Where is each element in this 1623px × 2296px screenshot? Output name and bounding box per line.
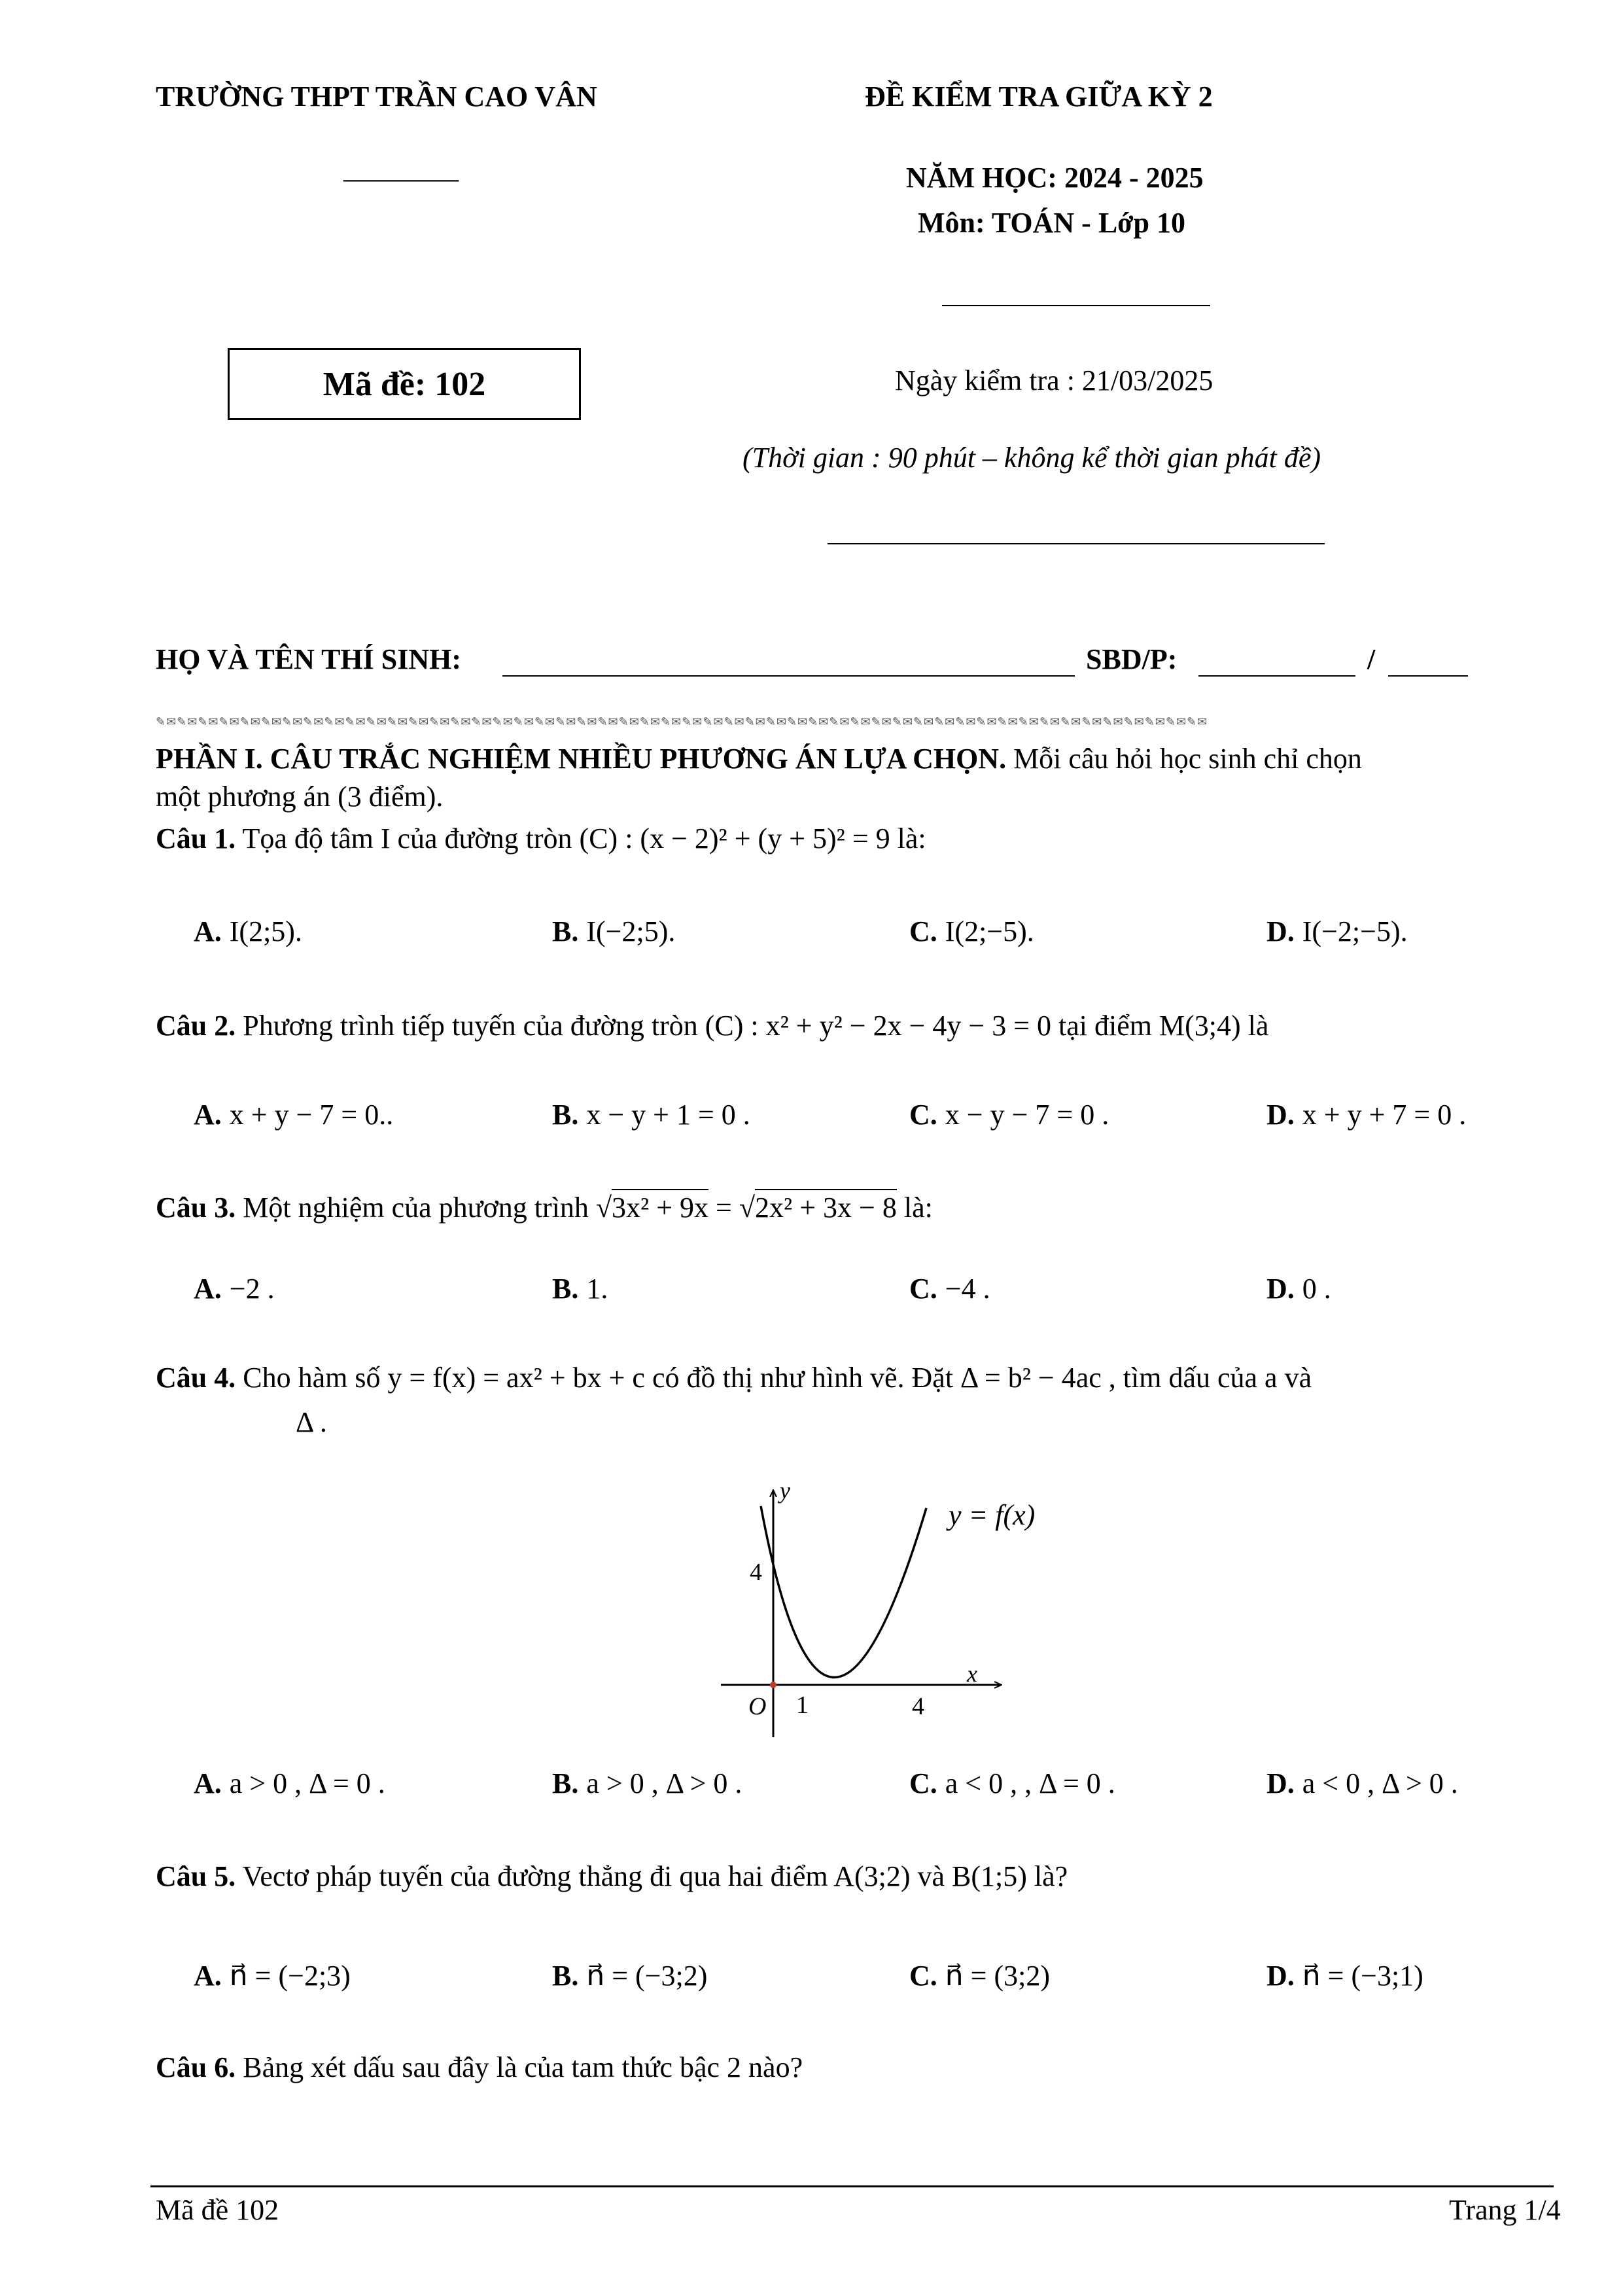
curve-label: y = f(x) [949,1499,1036,1531]
candidate-name-label: HỌ VÀ TÊN THÍ SINH: [156,643,462,675]
option-text: x − y + 1 = 0 . [586,1099,750,1131]
radicand-left: 3x² + 9x [612,1189,708,1224]
option-label: A. [194,915,222,947]
footer-rule [150,2185,1554,2187]
parabola-curve [761,1506,926,1678]
subject-rule [942,305,1210,306]
sqrt-right: √2x² + 3x − 8 [739,1189,897,1224]
option-label: B. [552,1960,579,1992]
part1-instruction: Mỗi câu hỏi học sinh chỉ chọn [1006,743,1362,775]
option-label: D. [1266,1767,1295,1799]
origin-label: O [748,1693,767,1720]
sqrt-left: √3x² + 9x [596,1189,708,1224]
q1-option-b[interactable] [552,915,675,948]
q5-option-c[interactable] [909,1959,1050,1992]
footer-page-number: Trang 1/4 [1449,2194,1561,2226]
option-label: B. [552,915,579,947]
q3-option-a[interactable] [194,1272,275,1305]
option-label: D. [1266,915,1295,947]
equals-sign: = [708,1192,739,1224]
sbd-blank [1198,675,1355,677]
y-axis-label: y [780,1477,790,1504]
question-2-label: Câu 2. [156,1010,236,1042]
parabola-graph [707,1472,1125,1767]
q1-option-d[interactable] [1266,915,1408,948]
option-text: n⃗ = (−3;2) [586,1960,708,1992]
option-label: A. [194,1099,222,1131]
q4-option-d[interactable] [1266,1767,1458,1800]
q5-option-b[interactable] [552,1959,707,1992]
option-label: D. [1266,1960,1295,1992]
school-rule: ________ [343,152,459,185]
q4-option-a[interactable] [194,1767,385,1800]
q4-option-b[interactable] [552,1767,742,1800]
option-text: I(2;−5). [945,915,1034,947]
option-text: I(2;5). [229,915,302,947]
question-1-text: Tọa độ tâm I của đường tròn (C) : (x − 2)² + (y + 5)² = 9 là: [236,822,926,855]
part1-heading [156,742,1362,775]
subject-class: Môn: TOÁN - Lớp 10 [918,207,1186,239]
room-blank [1388,675,1468,677]
q2-option-a[interactable] [194,1098,393,1131]
option-label: A. [194,1767,222,1799]
option-text: 0 . [1302,1273,1331,1305]
footer-exam-code: Mã đề 102 [156,2194,279,2226]
question-4-text-cont: Δ . [296,1406,327,1438]
question-3-text: Một nghiệm của phương trình [236,1192,596,1224]
question-6-text: Bảng xét dấu sau đây là của tam thức bậc 2 nào? [236,2051,803,2083]
option-label: D. [1266,1273,1295,1305]
origin-point [770,1682,777,1688]
option-text: x − y − 7 = 0 . [945,1099,1109,1131]
x-axis-label: x [967,1661,977,1687]
option-text: n⃗ = (−2;3) [229,1960,351,1992]
option-text: −4 . [945,1273,990,1305]
q2-option-d[interactable] [1266,1098,1466,1131]
question-4-text: Cho hàm số y = f(x) = ax² + bx + c có đồ thị như hình vẽ. Đặt Δ = b² − 4ac , tìm dấu của a và [236,1362,1312,1394]
q2-option-c[interactable] [909,1098,1109,1131]
q4-option-c[interactable] [909,1767,1115,1800]
part1-instruction-cont: một phương án (3 điểm). [156,781,444,813]
tick-x-4: 4 [912,1693,924,1720]
question-1 [156,822,926,855]
tick-x-1: 1 [796,1691,809,1719]
candidate-name-blank [502,675,1075,677]
option-label: A. [194,1960,222,1992]
school-name: TRƯỜNG THPT TRẦN CAO VÂN [156,80,597,113]
option-label: C. [909,1099,937,1131]
exam-date: Ngày kiểm tra : 21/03/2025 [895,364,1213,397]
q1-option-c[interactable] [909,915,1034,948]
question-2 [156,1009,1268,1042]
q5-option-d[interactable] [1266,1959,1423,1992]
time-note: (Thời gian : 90 phút – không kể thời gian phát đề) [742,442,1321,474]
question-4 [156,1361,1312,1394]
option-text: n⃗ = (3;2) [945,1960,1051,1992]
option-label: B. [552,1099,579,1131]
question-3-label: Câu 3. [156,1192,236,1224]
q3-option-d[interactable] [1266,1272,1331,1305]
question-1-label: Câu 1. [156,822,236,855]
sbd-slash: / [1367,643,1376,675]
part1-title: PHẦN I. CÂU TRẮC NGHIỆM NHIỀU PHƯƠNG ÁN LỰA CHỌN. [156,743,1007,775]
option-label: C. [909,1960,937,1992]
q2-option-b[interactable] [552,1098,750,1131]
option-text: I(−2;5). [586,915,676,947]
question-4-label: Câu 4. [156,1362,236,1394]
option-text: x + y + 7 = 0 . [1302,1099,1467,1131]
school-year: NĂM HỌC: 2024 - 2025 [906,162,1204,194]
option-text: a < 0 , Δ > 0 . [1302,1767,1458,1799]
question-2-text: Phương trình tiếp tuyến của đường tròn (C) : x² + y² − 2x − 4y − 3 = 0 tại điểm M(3;4) là [236,1010,1269,1042]
option-label: B. [552,1767,579,1799]
tick-y-4: 4 [750,1559,762,1586]
q1-option-a[interactable] [194,915,302,948]
option-label: C. [909,915,937,947]
question-6-label: Câu 6. [156,2051,236,2083]
option-text: x + y − 7 = 0.. [229,1099,394,1131]
option-text: −2 . [229,1273,275,1305]
exam-code: Mã đề: 102 [323,365,486,403]
option-text: n⃗ = (−3;1) [1302,1960,1423,1992]
option-text: I(−2;−5). [1302,915,1408,947]
q3-option-c[interactable] [909,1272,990,1305]
q5-option-a[interactable] [194,1959,351,1992]
option-label: D. [1266,1099,1295,1131]
question-3-tail: là: [896,1192,933,1224]
option-label: C. [909,1767,937,1799]
option-text: a > 0 , Δ = 0 . [229,1767,385,1799]
option-text: 1. [586,1273,608,1305]
question-5-label: Câu 5. [156,1860,236,1892]
question-6 [156,2051,803,2084]
option-label: A. [194,1273,222,1305]
decorative-border: ✎✉✎✉✎✉✎✉✎✉✎✉✎✉✎✉✎✉✎✉✎✉✎✉✎✉✎✉✎✉✎✉✎✉✎✉✎✉✎✉✎✉✎✉✎✉✎✉✎✉✎✉✎✉✎✉✎✉✎✉✎✉✎✉✎✉✎✉✎✉✎✉✎✉✎✉✎✉✎✉✎✉✎✉✎✉✎✉✎✉✎✉✎✉✎✉✎✉✎✉ [156,715,1208,728]
exam-code-box [228,348,581,420]
exam-title: ĐỀ KIỂM TRA GIỮA KỲ 2 [865,80,1213,113]
option-text: a > 0 , Δ > 0 . [586,1767,742,1799]
option-text: a < 0 , , Δ = 0 . [945,1767,1115,1799]
q3-option-b[interactable] [552,1272,608,1305]
option-label: B. [552,1273,579,1305]
radicand-right: 2x² + 3x − 8 [755,1189,897,1224]
time-rule [828,543,1325,544]
option-label: C. [909,1273,937,1305]
sbd-label: SBD/P: [1086,643,1178,675]
question-5-text: Vectơ pháp tuyến của đường thẳng đi qua hai điểm A(3;2) và B(1;5) là? [236,1860,1068,1892]
question-5 [156,1860,1068,1893]
question-3 [156,1191,933,1224]
